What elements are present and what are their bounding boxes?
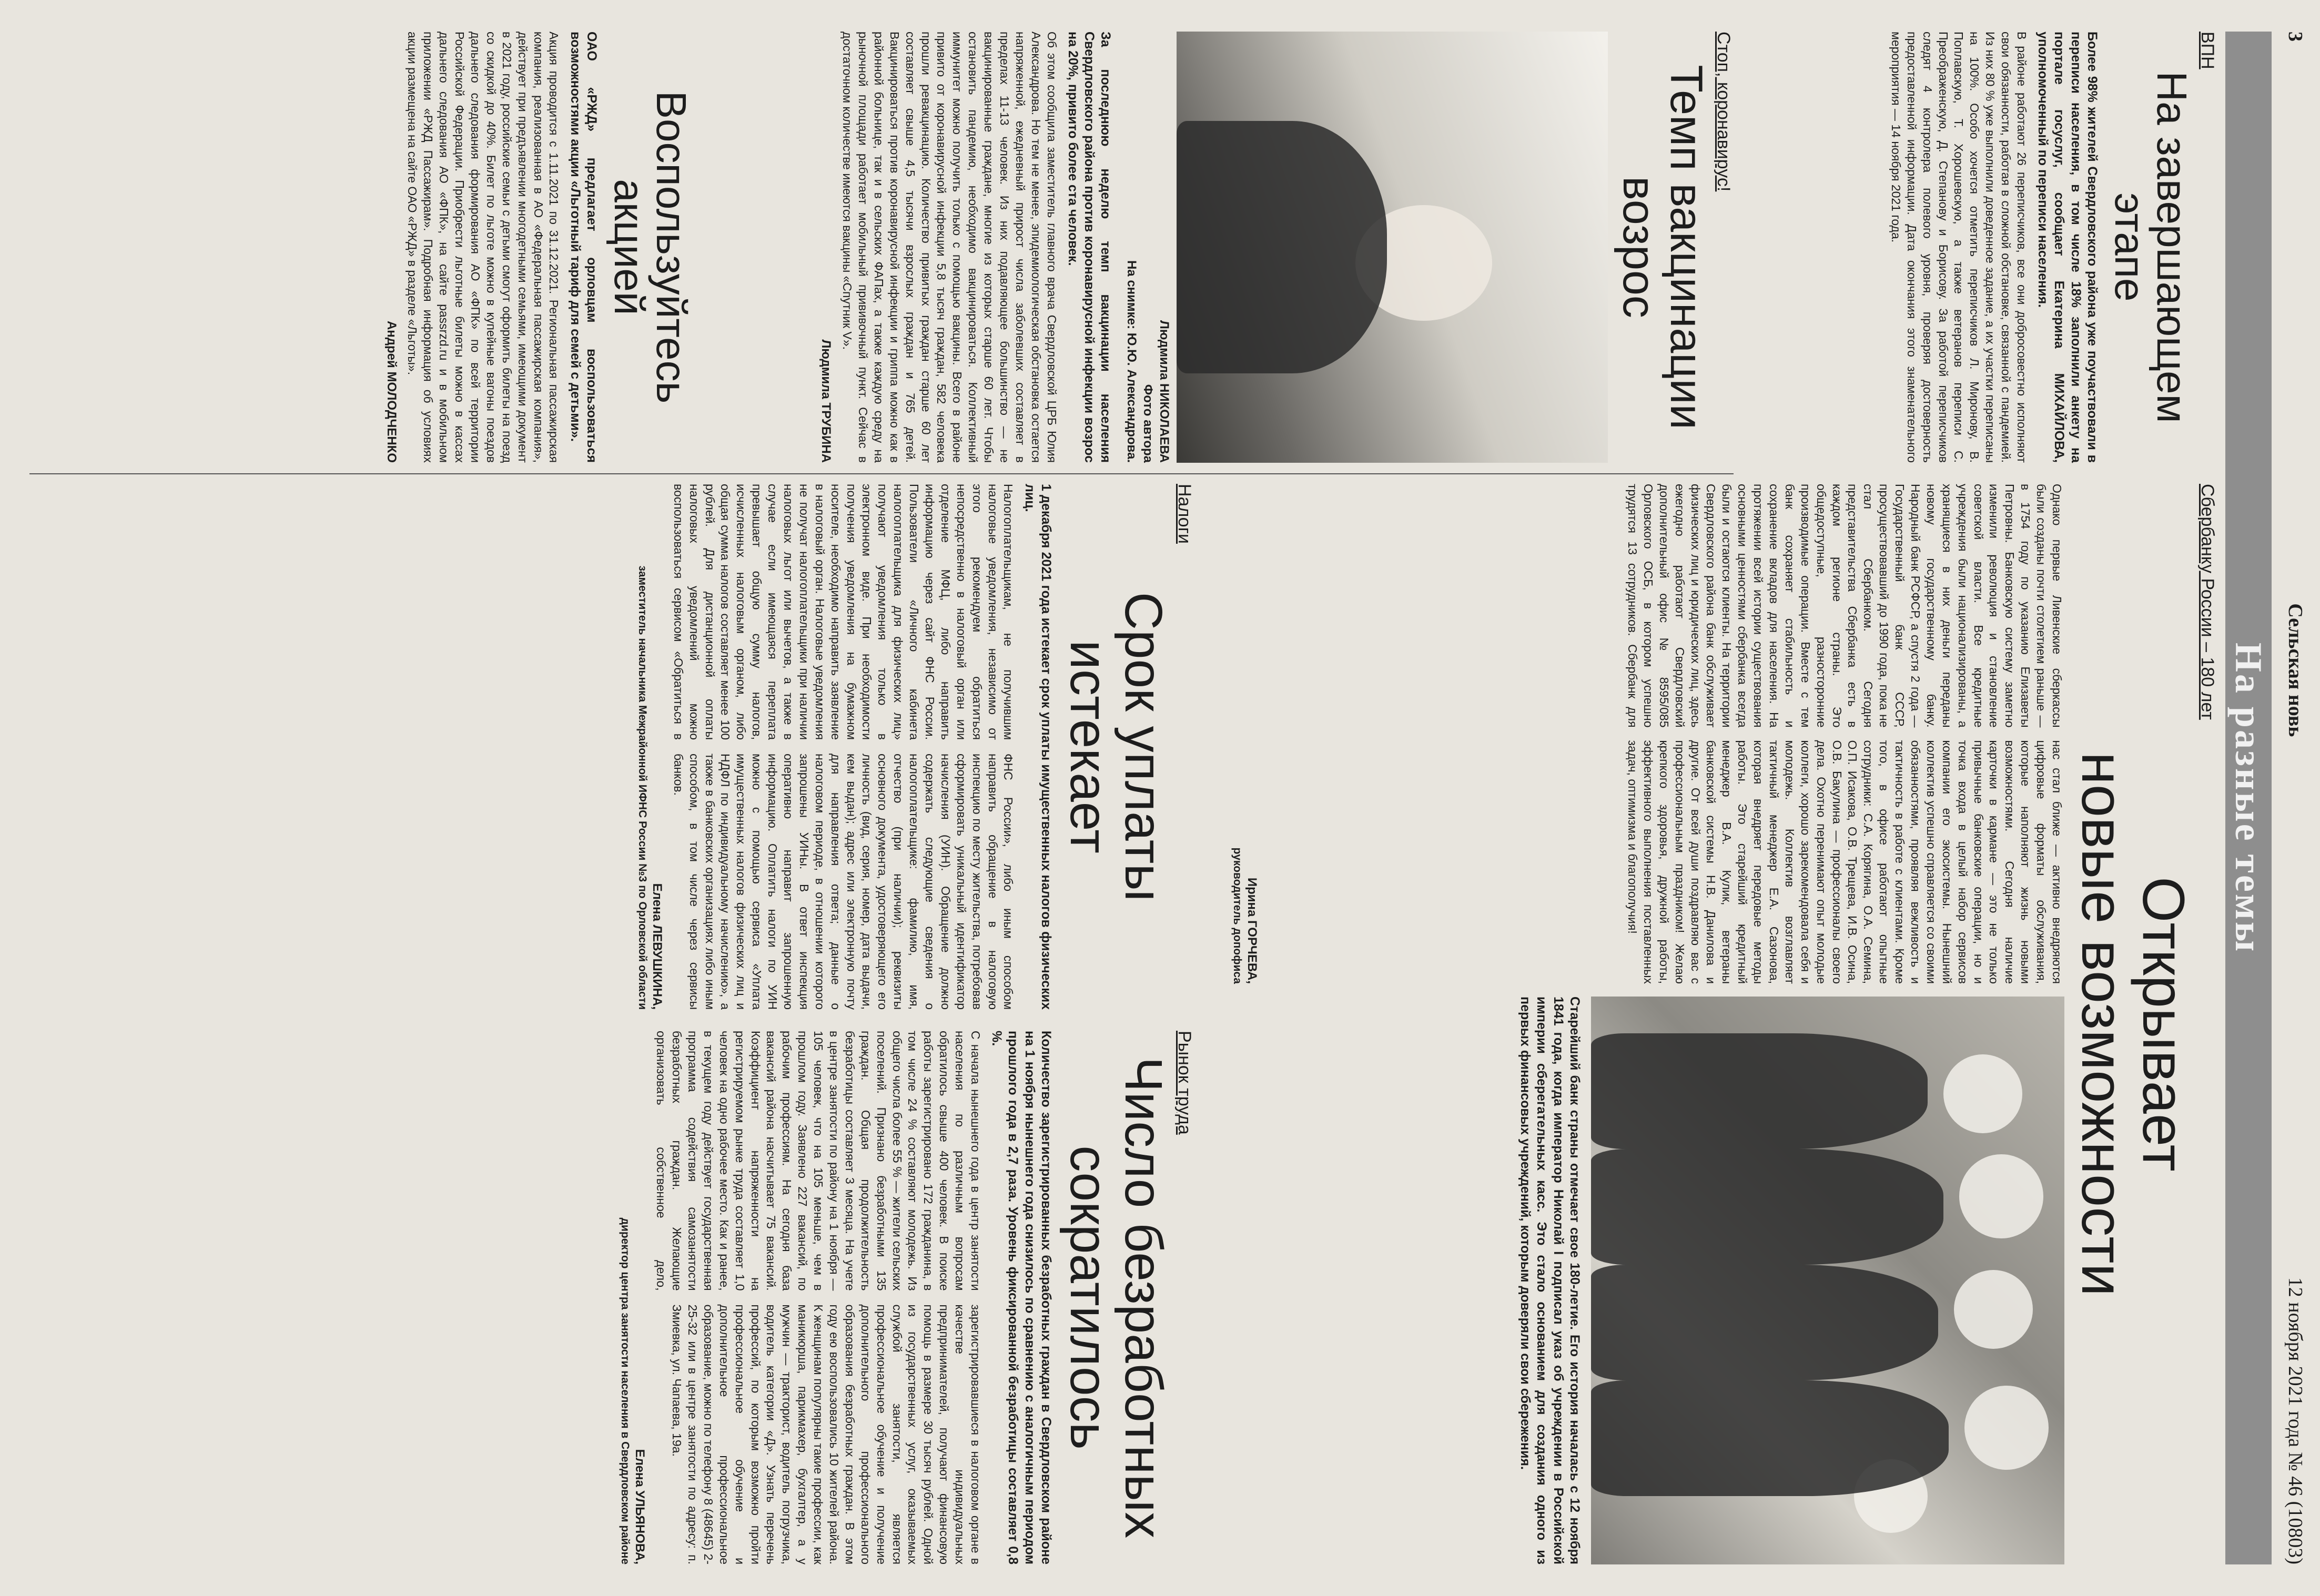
title-line2-tax: истекает bbox=[1059, 640, 1118, 853]
newspaper-name: Сельская новь bbox=[2284, 603, 2306, 737]
article-title-census: На завершающем этапе bbox=[2106, 71, 2195, 423]
signature-name-labor: Елена УЛЬЯНОВА, bbox=[633, 1449, 647, 1564]
signature-sberbank bbox=[1230, 484, 1260, 984]
issue-date: 12 ноября 2021 года № 46 (10803) bbox=[2284, 1277, 2306, 1564]
caption-author: Людмила НИКОЛАЕВА bbox=[1157, 320, 1171, 463]
signature-labor bbox=[618, 1031, 647, 1564]
signature-tax bbox=[635, 484, 665, 1010]
page-number: 3 bbox=[2284, 32, 2306, 42]
signature-vaccination: Людмила ТРУБИНА bbox=[819, 339, 834, 463]
page-header bbox=[2282, 32, 2308, 1564]
body-rzd: Акция проводится с 1.11.2021 по 31.12.2021. Региональная пассажирская компания, реализованная в АО «Федеральная пассажирская компания», действует при предъявлении многодетными семьями, имеющими документ в 2021 году, российские семьи с детьми смогут оформить билеты на поезд со скидкой до 40%. Билет по льготе можно в купейные вагоны поездов дальнего следования формирования АО «ФПК» по всей территории Российской Федерации. Приобрести льготные билеты можно в кассах дальнего следования АО «ФПК», на сайте passrzd.ru и в мобильном приложении «РЖД Пассажирам». Подробная информация об условиях акции размещена на сайте ОАО «РЖД» в разделе «Льготы». bbox=[406, 32, 561, 463]
body-tax: Налогоплательщикам, не получившим налоговые уведомления, независимо от этого рекомендуем обратиться непосредственно в налоговый орган или отделение МФЦ, либо направить информацию через сайт ФНС России. Пользователи «Личного кабинета налогоплательщика для физических лиц» получают уведомления только в электронном виде. При необходимости получения уведомления на бумажном носителе, необходимо направить заявление в налоговый орган. Налоговые уведомления не получат налогоплательщики при наличии налоговых льгот или вычетов, а также в случае если имеющаяся переплата превышает общую сумму налогов, исчисленных налоговым органом, либо общая сумма налогов составляет менее 100 рублей. Для дистанционной оплаты налоговых уведомлений можно воспользоваться сервисом «Обратиться в ФНС России», либо иным способом направить обращение в налоговую инспекцию по месту жительства, потребовав сформировать уникальный идентификатор начисления (УИН). Обращение должно содержать следующие сведения о налогоплательщике: фамилию, имя, отчество (при наличии); реквизиты основного документа, удостоверяющего его личность (вид, серия, номер, дата выдачи, кем выдан); адрес или электронную почту для направления ответа; данные о налоговом периоде, в отношении которого запрошены УИНы. В ответ инспекция оперативно направит запрошенную информацию. Оплатить налоги по УИН можно с помощью сервиса «Уплата имущественных налогов физических лиц и НДФЛ по индивидуальному начислению», а также в банковских организациях либо иным способом, в том числе через сервисы банков. bbox=[671, 484, 1016, 1010]
lead-rzd: ОАО «РЖД» предлагает орловцам воспользоваться возможностями акции «Льготный тариф для семей с детьми». bbox=[568, 32, 599, 463]
title-line2-sberbank: новые возможности bbox=[2070, 751, 2135, 1297]
title-line2-labor: сократилось bbox=[1059, 1145, 1118, 1450]
title-line1-vaccination: Темп вакцинации bbox=[1661, 65, 1711, 430]
lead-census: Более 98% жителей Свердловского района уже поучаствовали в переписи населения, в том числе 18% заполнили анкету на портале госуслуг, сообщает Екатерина МИХАЙЛОВА, уполномоченный по переписи населения. bbox=[2035, 32, 2100, 463]
section-band bbox=[2225, 32, 2272, 1564]
nurse-photo bbox=[1177, 32, 1608, 463]
rubric-labor: Рынок труда bbox=[1174, 1031, 1194, 1135]
lead-labor: Количество зарегистрированных безработных граждан в Свердловском районе на 1 ноября нынешнего года снизилось по сравнению с аналогичным периодом прошлого года в 2,7 раза. Уровень фиксированной безработицы составляет 0,8 %. bbox=[989, 1031, 1053, 1564]
caption-credit: Фото автора bbox=[1140, 384, 1155, 463]
caption-subject: На снимке: Ю.Ю. Александрова. bbox=[1124, 260, 1139, 463]
title-line1-sberbank: Открывает bbox=[2131, 877, 2196, 1172]
body-vaccination: Об этом сообщила заместитель главного врача Свердловской ЦРБ Юлия Александрова. Но тем не менее, эпидемиологическая обстановка остается напряженной, ежедневный прирост числа заболевших составляет в пределах 11-13 человек. Из них подавляющее большинство — не вакцинированные граждане, многие из которых старше 60 лет. Чтобы остановить пандемию, необходимо вакцинироваться. Коллективный иммунитет можно получить только с помощью вакцины. Всего в районе привито от коронавирусной инфекции 5,8 тысяч граждан, 582 человека прошли ревакцинацию. Количество привитых граждан старше 60 лет составляет свыше 4,5 тысячи взрослых граждан и 765 детей. Вакцинироваться против коронавирусной инфекции и гриппа можно как в районной больнице, так и в сельских ФАПах, а также каждую среду на рыночной площади работает мобильный прививочный пункт. Сейчас в достаточном количестве имеются вакцины «Спутник V». bbox=[840, 32, 1059, 463]
title-line1-labor: Число безработных bbox=[1114, 1056, 1173, 1539]
title-line2-vaccination: возрос bbox=[1614, 176, 1664, 318]
group-photo bbox=[1591, 997, 2064, 1564]
signature-rzd: Андрей МОЛОДЧЕНКО bbox=[384, 320, 399, 463]
article-labor-market bbox=[32, 1031, 1194, 1564]
lead-tax: 1 декабря 2021 года истекает срок уплаты имущественных налогов физических лиц. bbox=[1022, 484, 1053, 1010]
column-divider bbox=[29, 473, 1734, 474]
article-rzd bbox=[29, 32, 695, 463]
article-vaccination bbox=[703, 32, 1734, 463]
rubric-tax: Налоги bbox=[1174, 484, 1194, 544]
title-line1-tax: Срок уплаты bbox=[1114, 592, 1173, 902]
rubric-census: ВПН bbox=[2197, 32, 2217, 69]
body-labor: С начала нынешнего года в центр занятости населения по различным вопросам обратилось свыше 400 человек. В поиске работы зарегистрировано 172 гражданина, в том числе 24 % составляют молодежь. Из общего числа более 55 % — жители сельских поселений. Признано безработными 135 граждан. Общая продолжительность безработицы составляет 3 месяца. На учете в центре занятости по району на 1 ноября — 105 человек, что на 105 меньше, чем в прошлом году. Заявлено 227 вакансий, по рабочим профессиям. На сегодня база вакансий района насчитывает 75 вакансий. Коэффициент напряженности на регистрируемом рынке труда составляет 1,0 человек на одно рабочее место. Как и ранее, в текущем году действует государственная программа содействия самозанятости безработных граждан. Желающие организовать собственное дело, зарегистрировавшиеся в налоговом органе в качестве индивидуальных предпринимателей, получают финансовую помощь в размере 30 тысяч рублей. Одной из государственных услуг, оказываемых службой занятости, является профессиональное обучение и получение дополнительного профессионального образования безработных граждан. В этом году ею воспользовались 10 жителей района. К женщинам популярны такие профессии, как маникюрша, парикмахер, бухгалтер, а у мужчин — тракторист, водитель погрузчика, водитель категории «Д». Узнать перечень профессий, по которым возможно пройти профессиональное обучение и дополнительное профессиональное образование, можно по телефону 8 (48645) 2-25-32 или в центре занятости по адресу: п. Змиевка, ул. Чапаева, 19а. bbox=[654, 1031, 982, 1564]
photo-caption-vaccination bbox=[1123, 32, 1172, 463]
body-sberbank: Однако первые Ливенские сберкассы были созданы почти столетием раньше — в 1754 году по указанию Елизаветы Петровны. Банковскую систему заметно изменили революция и становление советской власти. Все кредитные учреждения были национализированы, а хранящиеся в них деньги переданы новому государственному банку. Народный банк РСФСР, а спустя 2 года — Государственный банк СССР, просуществовавший до 1990 года, пока не стал Сбербанком. Сегодня представительства Сбербанка есть в каждом регионе страны. Это общедоступные, разносторонние производимые операции. Вместе с тем банк сохраняет стабильность и сохранение вкладов для населения. На протяжении всей истории существования основными ценностями сбербанка всегда были и остаются клиенты. На территории Свердловского района банк обслуживает физических лиц и юридических лиц, здесь ежегодно работают Свердловский дополнительный офис № 8595/085 Орловского ОСБ, в котором успешно трудятся 13 сотрудников. Сбербанк для нас стал ближе — активно внедряются цифровые форматы обслуживания, которые наполняют жизнь новыми возможностями. Сегодня наличие карточки в кармане — это не только привычные банковские операции, но и точка входа в целый набор сервисов компании его экосистемы. Нынешний коллектив успешно справляется со своими обязанностями, проявляя вежливость и тактичность в работе с клиентами. Кроме того, в офисе работают опытные сотрудники: С.А. Корягина, О.А. Семина, О.П. Исакова, О.В. Трещева, И.В. Осина, О.В. Бакулина — профессионалы своего дела. Охотно перенимают опыт молодые коллеги, хорошо зарекомендовала себя и молодежь. Коллектив возглавляет тактичный менеджер Е.А. Сазонова, которая внедряет передовые методы работы. Это старейший кредитный менеджер В.А. Кулик, ветераны банковской системы Н.В. Данилова и другие. От всей души поздравляю вас с профессиональным праздником! Желаю крепкого здоровья, дружной работы, эффективного выполнения поставленных задач, оптимизма и благополучия! bbox=[1625, 484, 2064, 984]
signature-name-sberbank: Ирина ГОРЧЕВА, bbox=[1245, 877, 1259, 984]
article-tax bbox=[32, 484, 1194, 1010]
signature-position-tax: заместитель начальника Межрайонной ИФНС России №3 по Орловской области bbox=[636, 565, 649, 1010]
lead-sberbank: Старейший банк страны отмечает свое 180-летие. Его история началась с 12 ноября 1841 года, когда император Николай I подписал указ об учреждении в Российской империи сберегательных касс. Это стало основанием для создания одного из первых финансовых учреждений, которым доверяли свои сбережения. bbox=[1518, 997, 1582, 1564]
lead-vaccination: За последнюю неделю темп вакцинации населения Свердловского района против коронавирусной инфекции возрос на 20%, привито более ста человек. bbox=[1065, 32, 1113, 463]
article-census bbox=[1755, 32, 2217, 463]
section-title: На разные темы bbox=[2227, 642, 2270, 954]
rubric-sberbank: Сбербанку России – 180 лет bbox=[2197, 484, 2217, 720]
rubric-vaccination: Стоп, коронавирус! bbox=[1714, 32, 1734, 192]
body-census: В районе работают 26 переписчиков, все они добросовестно исполняют свои обязанности, работая в сложной обстановке, связанной с пандемией. Из них 80 % уже выполнили доведенное задание, а их участки переписаны на 100%. Особо хочется отметить переписчиков Л. Миронову, В. Поплавскую, Т. Хорошевскую, а также ветеранов переписи С. Преображенскую, Д. Степанову и Борисову. За работой переписчиков следят 4 контролера полевого уровня, проверяя достоверность предоставленной информации. Дата окончания этого знаменательного мероприятия — 14 ноября 2021 года. bbox=[1889, 32, 2029, 463]
article-sberbank bbox=[1210, 484, 2217, 1564]
title-rzd: Воспользуйтесь акцией bbox=[606, 90, 695, 404]
signature-name-tax: Елена ЛЕВУШКИНА, bbox=[650, 883, 664, 1010]
signature-position-labor: директор центра занятости населения в Свердловском районе bbox=[619, 1217, 632, 1564]
signature-position-sberbank: руководитель допофиса bbox=[1231, 847, 1243, 984]
